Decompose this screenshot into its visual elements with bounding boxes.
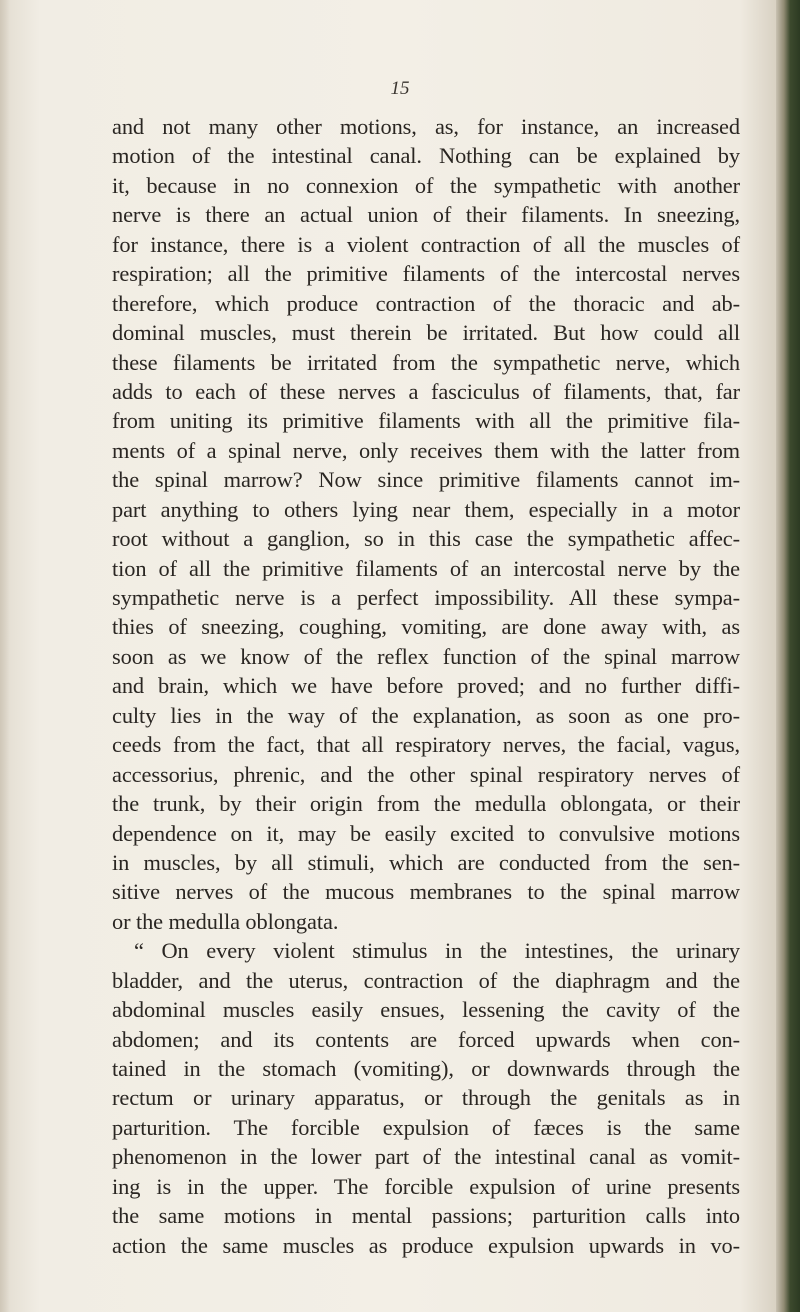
text-line: soon as we know of the reflex function of the spinal marrow bbox=[112, 643, 740, 669]
body-text bbox=[112, 112, 740, 1260]
text-line: phenomenon in the lower part of the intestinal canal as vomit- bbox=[112, 1144, 740, 1170]
text-line: or the medulla oblongata. bbox=[112, 908, 339, 934]
text-line: respiration; all the primitive filaments of the intercostal nerves bbox=[112, 261, 740, 287]
text-line: “ On every violent stimulus in the intestines, the urinary bbox=[134, 938, 740, 964]
text-line: tion of all the primitive filaments of an intercostal nerve by the bbox=[112, 555, 740, 581]
text-line: sympathetic nerve is a perfect impossibility. All these sympa- bbox=[112, 585, 740, 610]
text-line: in muscles, by all stimuli, which are conducted from the sen- bbox=[112, 849, 740, 875]
book-binding-edge bbox=[776, 0, 800, 1312]
text-line: accessorius, phrenic, and the other spinal respiratory nerves of bbox=[112, 761, 740, 787]
text-line: therefore, which produce contraction of the thoracic and ab- bbox=[112, 290, 740, 316]
text-line: thies of sneezing, coughing, vomiting, are done away with, as bbox=[112, 614, 740, 640]
text-line: it, because in no connexion of the sympathetic with another bbox=[112, 172, 740, 198]
text-line: the same motions in mental passions; parturition calls into bbox=[112, 1203, 740, 1229]
text-line: for instance, there is a violent contraction of all the muscles of bbox=[112, 231, 740, 257]
text-line: from uniting its primitive filaments with all the primitive fila- bbox=[112, 408, 740, 434]
text-line: and brain, which we have before proved; and no further diffi- bbox=[112, 673, 740, 699]
text-line: the spinal marrow? Now since primitive filaments cannot im- bbox=[112, 467, 740, 493]
text-line: tained in the stomach (vomiting), or downwards through the bbox=[112, 1056, 740, 1081]
text-line: root without a ganglion, so in this case the sympathetic affec- bbox=[112, 526, 740, 552]
text-line: culty lies in the way of the explanation, as soon as one pro- bbox=[112, 702, 740, 728]
text-line: motion of the intestinal canal. Nothing can be explained by bbox=[112, 143, 740, 169]
page-number: 15 bbox=[390, 78, 410, 99]
text-line: these filaments be irritated from the sympathetic nerve, which bbox=[112, 349, 740, 375]
text-line: ing is in the upper. The forcible expulsion of urine presents bbox=[112, 1173, 740, 1199]
text-line: sitive nerves of the mucous membranes to the spinal marrow bbox=[112, 879, 740, 905]
text-line: dominal muscles, must therein be irritated. But how could all bbox=[112, 320, 740, 346]
text-line: bladder, and the uterus, contraction of the diaphragm and the bbox=[112, 967, 740, 993]
text-line: ments of a spinal nerve, only receives them with the latter from bbox=[112, 437, 740, 463]
text-line: adds to each of these nerves a fasciculus of filaments, that, far bbox=[112, 378, 740, 404]
text-line: rectum or urinary apparatus, or through the genitals as in bbox=[112, 1085, 740, 1111]
text-line: and not many other motions, as, for instance, an increased bbox=[112, 114, 740, 139]
text-line: dependence on it, may be easily excited to convulsive motions bbox=[112, 820, 740, 846]
text-line: abdomen; and its contents are forced upwards when con- bbox=[112, 1026, 740, 1052]
page-shadow bbox=[0, 0, 10, 1312]
text-line: action the same muscles as produce expulsion upwards in vo- bbox=[112, 1232, 740, 1258]
text-line: abdominal muscles easily ensues, lessening the cavity of the bbox=[112, 997, 740, 1023]
text-line: the trunk, by their origin from the medulla oblongata, or their bbox=[112, 791, 740, 817]
text-line: nerve is there an actual union of their filaments. In sneezing, bbox=[112, 202, 740, 228]
text-line: part anything to others lying near them, especially in a motor bbox=[112, 496, 740, 522]
text-line: parturition. The forcible expulsion of fæces is the same bbox=[112, 1114, 740, 1140]
text-line: ceeds from the fact, that all respiratory nerves, the facial, vagus, bbox=[112, 732, 740, 758]
